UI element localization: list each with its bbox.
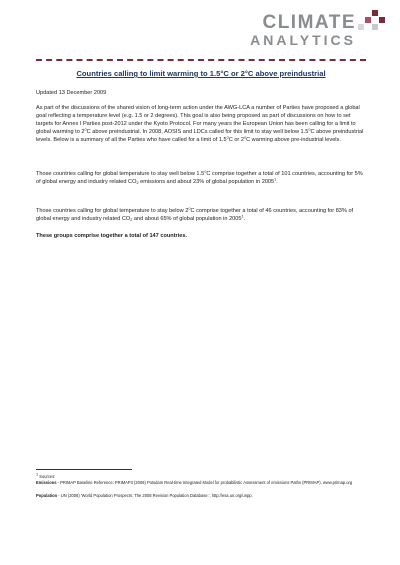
paragraph-intro: As part of the discussions of the shared vision of long-term action under the AWG-LCA a number of Parties have proposed a global goal reflecting a temperature level (e.g. 1.5 or 2 degrees). This goal is also being proposed as part of discussions on how to set targets for Annex I Parties post-2012 under the Kyoto Protocol. For many years the European Union has been calling for a limit to global warming to 2$^o$C above preindustrial. In 2008, AOSIS and LDCs called for this limit to stay well below 1.5$^o$C above preindustrial levels. Below is a summary of all the Parties who have called for a limit of 1.5$^o$C or 2$^o$C warming above pre-industrial levels. (36, 105, 364, 144)
logo-word-analytics: ANALYTICS (250, 32, 356, 48)
footnote-population: Population - UN (2008) 'World Population Prospects: The 2008 Revision Population Database.', http://esa.un.org/unpp. (36, 493, 253, 498)
header-separator (36, 59, 366, 61)
footnote-sources: $^1$ Sources: (36, 472, 56, 479)
climate-analytics-logo (246, 8, 386, 53)
updated-date: Updated 13 December 2009 (36, 90, 107, 96)
document-title: Countries calling to limit warming to 1.5°C or 2°C above preindustrial (76, 69, 326, 78)
paragraph-1-5-degree: Those countries calling for global temperature to stay well below 1.5$^o$C comprise together a total of 101 countries, accounting for 5% of global energy and industry related $CO_2$ emissions and about 23% of global population in 2005$^1$. (36, 169, 363, 186)
footnote-emissions: Emissions - PRIMAP Baseline Reference: PRIMAP3 (2009) Potsdam Real-time Integrated Model for probabilistic Assessment of emissions Paths (PRIMAP), www.primap.org (36, 480, 353, 485)
summary-total: These groups comprise together a total of 147 countries. (36, 233, 188, 239)
footnote-rule (36, 469, 132, 470)
paragraph-2-degree: Those countries calling for global temperature to stay below 2$^o$C comprise together a total of 46 countries, accounting for 83% of global energy and industry related $CO_2$ and about 65% of global population in 2005$^1$. (36, 206, 354, 223)
logo-dots-icon (358, 10, 386, 42)
logo-word-climate: CLIMATE (262, 12, 356, 33)
